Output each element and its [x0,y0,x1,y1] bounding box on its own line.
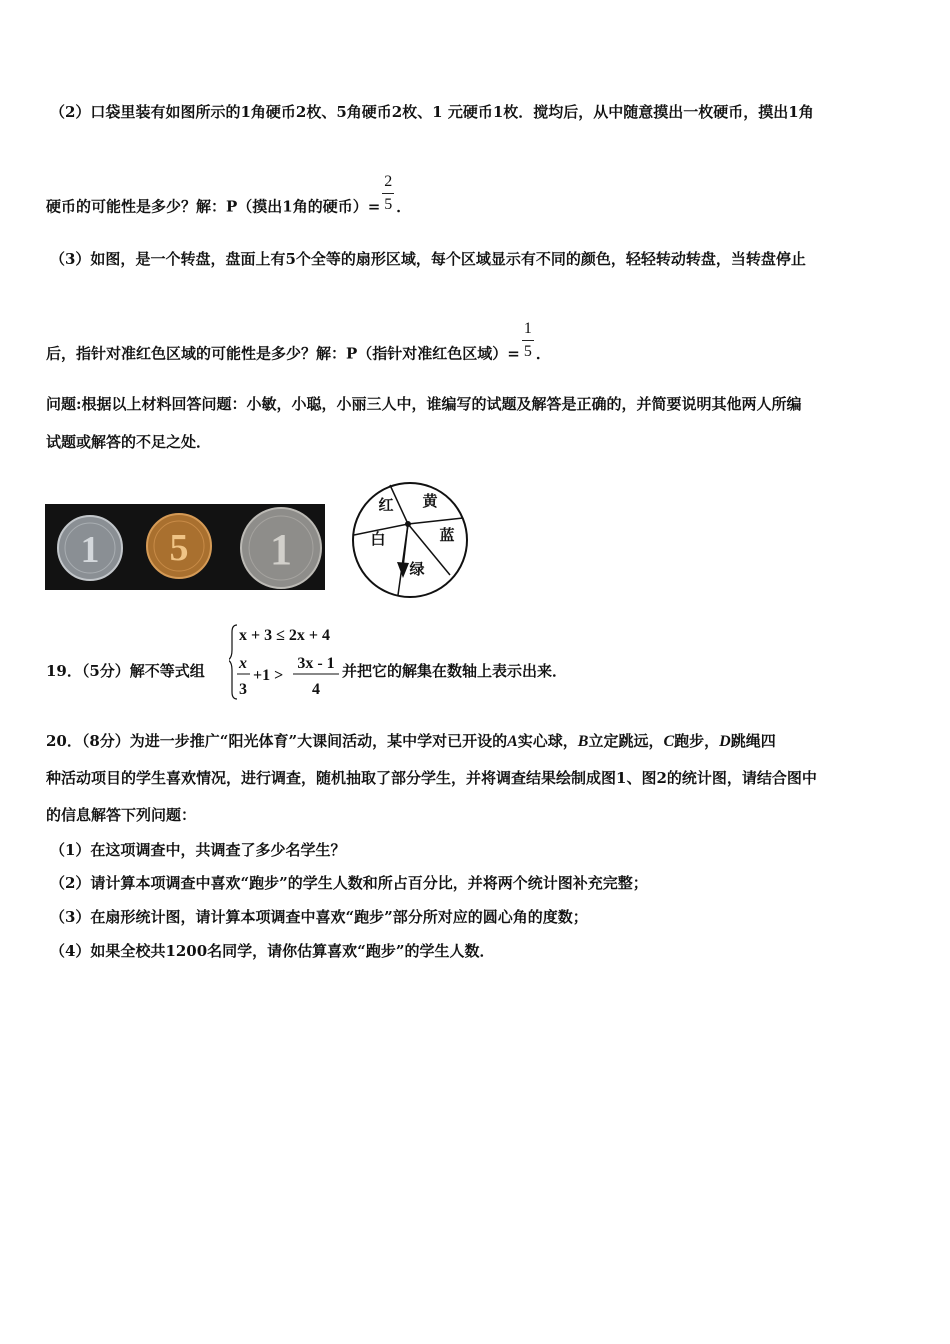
ineq1: x + 3 ≤ 2x + 4 [239,627,331,644]
q2-line1: （2）口袋里装有如图所示的1角硬币2枚、5角硬币2枚、1 元硬币1枚．搅均后，从中随意摸出一枚硬币，摸出1角 [50,103,814,121]
coin-1jiao-digit: 1 [80,529,100,571]
q20-sub4: （4）如果全校共1200名同学，请你估算喜欢“跑步”的学生人数． [50,942,495,960]
coins-photo [45,504,325,590]
q20-label-c: C [663,733,675,750]
q3-line1: （3）如图，是一个转盘，盘面上有5个全等的扇形区域，每个区域显示有不同的颜色，轻轻转动转盘，当转盘停止 [50,250,806,268]
question-line2: 试题或解答的不足之处． [46,433,212,451]
sector-yellow: 黄 [422,492,438,510]
question-line1: 问题:根据以上材料回答问题：小敏，小聪，小丽三人中，谁编写的试题及解答是正确的，并简要说明其他两人所编 [46,395,802,413]
sector-green: 绿 [409,560,425,578]
sector-white: 白 [370,530,386,548]
ineq2-right-num: 3x - 1 [297,655,335,672]
q20-item-c: 跑步， [674,732,720,750]
q19-prefix: 19．（5分）解不等式组 [46,662,205,680]
q3-line2 [46,320,551,376]
q3-frac-den: 5 [523,343,532,360]
inequality-system [229,622,349,702]
q2-frac-num: 2 [384,173,393,190]
q20-line1 [46,731,776,752]
spinner-diagram [350,480,470,600]
q20-label-a: A [507,733,518,750]
q20-label-b: B [577,733,589,750]
q20-sub2: （2）请计算本项调查中喜欢“跑步”的学生人数和所占百分比，并将两个统计图补充完整； [50,874,648,892]
coin-5jiao [147,514,211,578]
q20-item-b: 立定跳远， [588,732,664,750]
q19-suffix: 并把它的解集在数轴上表示出来． [342,662,568,680]
q3-fraction [522,319,534,362]
q20-line3: 的信息解答下列问题： [46,806,197,824]
q2-answer-text: 硬币的可能性是多少？解：P（摸出1角的硬币）= [46,197,381,216]
q20-sub3: （3）在扇形统计图，请计算本项调查中喜欢“跑步”部分所对应的圆心角的度数； [50,908,588,926]
q2-fraction [382,172,394,215]
q2-period: ． [396,197,412,216]
q3-frac-num: 1 [523,320,532,337]
coin-1yuan-digit: 1 [270,525,292,574]
ineq2-left-den: 3 [239,681,247,698]
coin-5jiao-digit: 5 [169,527,189,569]
q20-line2: 种活动项目的学生喜欢情况，进行调查，随机抽取了部分学生，并将调查结果绘制成图1、图2的统计图，请结合图中 [46,769,817,787]
q20-sub1: （1）在这项调查中，共调查了多少名学生？ [50,841,346,859]
ineq2-left-num: x [239,655,247,672]
ineq2-mid: +1 > [253,667,284,684]
coin-1yuan [241,508,321,588]
q20-item-a: 实心球， [517,732,578,750]
sector-blue: 蓝 [439,526,455,544]
q20-item-d: 跳绳四 [730,732,776,750]
q2-frac-den: 5 [384,196,393,213]
coin-1jiao [58,516,122,580]
q20-label-d: D [719,733,731,750]
q3-answer-text: 后，指针对准红色区域的可能性是多少？解：P（指针对准红色区域）= [46,344,520,363]
q2-line2 [46,173,412,229]
ineq2-right-den: 4 [312,681,320,698]
q3-period: ． [535,344,551,363]
sector-red: 红 [378,496,394,514]
q20-intro: 20．（8分）为进一步推广“阳光体育”大课间活动，某中学对已开设的 [46,732,508,750]
